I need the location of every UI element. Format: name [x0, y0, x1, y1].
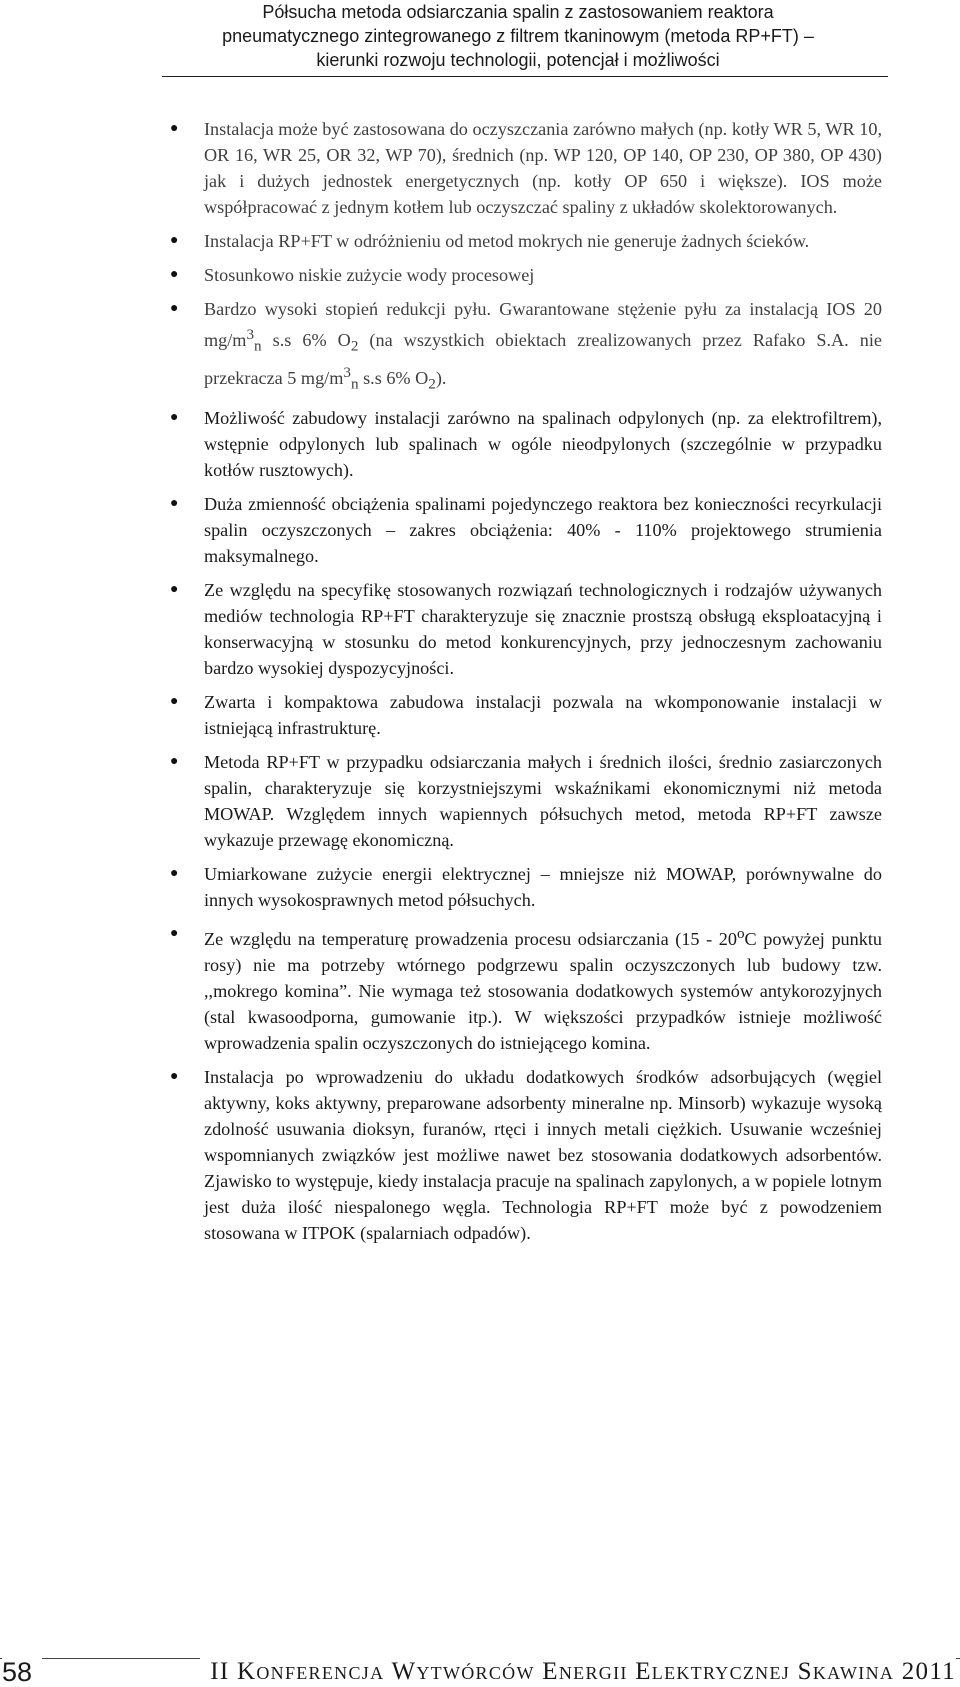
page-number: 58 [2, 1657, 42, 1687]
bullet-text: Możliwość zabudowy instalacji zarówno na spalinach odpylonych (np. za elektrofiltrem), wstępnie odpylonych lub spalinach w ogóle nieodpylonych (szczególnie w przypadku kotłów rusztowych). [204, 408, 882, 481]
bullet-icon: ● [170, 866, 179, 882]
bullet-text: Stosunkowo niskie zużycie wody procesowej [204, 265, 535, 285]
bullet-text: Zwarta i kompaktowa zabudowa instalacji pozwala na wkomponowanie instalacji w istniejącą infrastrukturę. [204, 692, 882, 739]
header-title-line-2: pneumatycznego zintegrowanego z filtrem tkaninowym (metoda RP+FT) – [222, 26, 814, 46]
bullet-icon: ● [170, 410, 179, 426]
bullet-item [170, 228, 882, 254]
running-header [160, 0, 876, 72]
bullet-item [170, 1064, 882, 1246]
bullet-item [170, 689, 882, 741]
bullet-text: Metoda RP+FT w przypadku odsiarczania małych i średnich ilości, średnio zasiarczonych spalin, charakteryzuje się korzystniejszymi wskaźnikami ekonomicznymi niż metoda MOWAP. Względem innych wapiennych półsuchych metod, metoda RP+FT zawsze wykazuje przewagę ekonomiczną. [204, 752, 882, 851]
bullet-item [170, 262, 882, 288]
bullet-icon: ● [170, 496, 179, 512]
bullet-text: Duża zmienność obciążenia spalinami pojedynczego reaktora bez konieczności recyrkulacji spalin oczyszczonych – zakres obciążenia: 40% - 110% projektowego strumienia maksymalnego. [204, 494, 882, 567]
bullet-item [170, 861, 882, 913]
bullet-icon: ● [170, 926, 179, 942]
bullet-text: Instalacja RP+FT w odróżnieniu od metod mokrych nie generuje żadnych ścieków. [204, 231, 810, 251]
bullet-item [170, 296, 882, 397]
bullet-text: Instalacja może być zastosowana do oczyszczania zarówno małych (np. kotły WR 5, WR 10, OR 16, WR 25, OR 32, WP 70), średnich (np. WP 120, OP 140, OP 230, OP 380, OP 430) jak i dużych jednostek energetycznych (np. kotły OP 650 i większe). IOS może współpracować z jednym kotłem lub oczyszczać spaliny z układów skolektorowanych. [204, 119, 882, 217]
bullet-text: Ze względu na specyfikę stosowanych rozwiązań technologicznych i rodzajów używanych mediów technologia RP+FT charakteryzuje się znacznie prostszą obsługą eksploatacyjną i konserwacyjną w stosunku do metod konkurencyjnych, przy jednoczesnym zachowaniu bardzo wysokiej dyspozycyjności. [204, 580, 882, 679]
bullet-text: Instalacja po wprowadzeniu do układu dodatkowych środków adsorbujących (węgiel aktywny, koks aktywny, preparowane adsorbenty mineralne np. Minsorb) wykazuje wysoką zdolność usuwania dioksyn, furanów, rtęci i innych metali ciężkich. Usuwanie wcześniej wspomnianych związków jest możliwe nawet bez stosowania dodatkowych adsorbentów. Zjawisko to występuje, kiedy instalacja pracuje na spalinach zapylonych, a w popiele lotnym jest duża ilość niespalonego węgla. Technologia RP+FT może być z powodzeniem stosowana w ITPOK (spalarniach odpadów). [204, 1067, 882, 1244]
bullet-item [170, 491, 882, 569]
conference-title: II Konferencja Wytwórców Energii Elektrycznej Skawina 2011 [200, 1657, 956, 1687]
bullet-text: Ze względu na temperaturę prowadzenia procesu odsiarczania (15 - 20$^o$C powyżej punktu rosy) nie ma potrzeby wtórnego podgrzewu spalin oczyszczonych lub budowy tzw. ,,mokrego komina”. Nie wymaga też stosowania dodatkowych systemów antykorozyjnych (stal kwasoodporna, gumowanie itp.). W większości przypadków istnieje możliwość wprowadzenia spalin oczyszczonych do istniejącego komina. [204, 925, 882, 1054]
bullet-icon: ● [170, 121, 179, 136]
bullet-item [170, 116, 882, 220]
bullet-icon: ● [170, 694, 179, 710]
bullet-icon: ● [170, 754, 179, 770]
bullet-list [170, 116, 882, 1254]
bullet-text: Umiarkowane zużycie energii elektrycznej – mniejsze niż MOWAP, porównywalne do innych wysokosprawnych metod półsuchych. [204, 864, 882, 911]
bullet-icon: ● [170, 1069, 179, 1085]
bullet-icon: ● [170, 267, 179, 282]
bullet-item [170, 405, 882, 483]
header-divider [162, 76, 888, 77]
bullet-item [170, 577, 882, 681]
bullet-item [170, 921, 882, 1056]
bullet-text: Bardzo wysoki stopień redukcji pyłu. Gwarantowane stężenie pyłu za instalacją IOS 20 $mg/m^3_n$ s.s 6% $O_2$ (na wszystkich obiektach zrealizowanych przez Rafako S.A. nie przekracza 5 $mg/m^3_n$ s.s 6% $O_2$). [204, 299, 882, 393]
bullet-item [170, 749, 882, 853]
header-title-line-1: Półsucha metoda odsiarczania spalin z zastosowaniem reaktora [262, 2, 774, 22]
bullet-icon: ● [170, 582, 179, 598]
header-title-line-3: kierunki rozwoju technologii, potencjał i możliwości [316, 50, 720, 70]
bullet-icon: ● [170, 233, 179, 248]
bullet-icon: ● [170, 301, 179, 316]
